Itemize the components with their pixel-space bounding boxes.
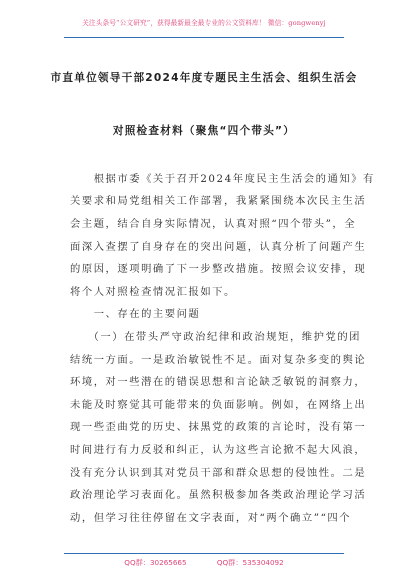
document-title-line2: 对照检查材料（聚焦“四个带头”）	[112, 125, 296, 137]
body-line: 没有充分认识到其对党员干部和群众思想的侵蚀性。二是	[70, 467, 367, 479]
body-line: 政治理论学习表面化。虽然积极参加各类政治理论学习活	[70, 489, 367, 501]
body-line: 会主题，结合自身实际情况，认真对照“四个带头”，全	[70, 218, 357, 230]
body-line: 结统一方面。一是政治敏锐性不足。面对复杂多变的舆论	[70, 354, 367, 366]
body-line: 现一些歪曲党的历史、抹黑党的政策的言论时，没有第一	[70, 421, 367, 433]
body-line: 将个人对照检查情况汇报如下。	[70, 286, 236, 298]
footer-qq-group-1: QQ群：30265665	[124, 558, 187, 567]
body-line: 环境，对一些潜在的错误思想和言论缺乏敏锐的洞察力，	[70, 376, 367, 388]
section-heading: 一、存在的主要问题	[70, 308, 201, 320]
body-line: 面深入查摆了自身存在的突出问题，认真分析了问题产生	[70, 241, 367, 253]
body-line: （一）在带头严守政治纪律和政治规矩，维护党的团	[70, 331, 362, 343]
body-line: 未能及时察觉其可能带来的负面影响。例如，在网络上出	[70, 399, 367, 411]
footer-divider	[64, 553, 344, 554]
document-title-line1: 市直单位领导干部2024年度专题民主生活会、组织生活会	[50, 72, 358, 84]
footer	[0, 558, 408, 568]
promo-banner: 关注头条号“公文研究”，获得最新最全最专业的公文资料库！ 微信：gongwenyj	[82, 19, 326, 27]
body-line: 时间进行有力反驳和纠正，认为这些言论掀不起大风浪，	[70, 444, 367, 456]
body-line: 根据市委《关于召开2024年度民主生活会的通知》有	[70, 173, 375, 185]
body-line: 关要求和局党组相关工作部署，我紧紧围绕本次民主生活	[70, 195, 367, 207]
footer-qq-group-2: QQ群：535304092	[216, 558, 284, 567]
body-line: 动，但学习往往停留在文字表面，对“两个确立”“四个	[70, 512, 352, 524]
header-divider	[64, 37, 344, 38]
body-line: 的原因，逐项明确了下一步整改措施。按照会议安排，现	[70, 263, 367, 275]
